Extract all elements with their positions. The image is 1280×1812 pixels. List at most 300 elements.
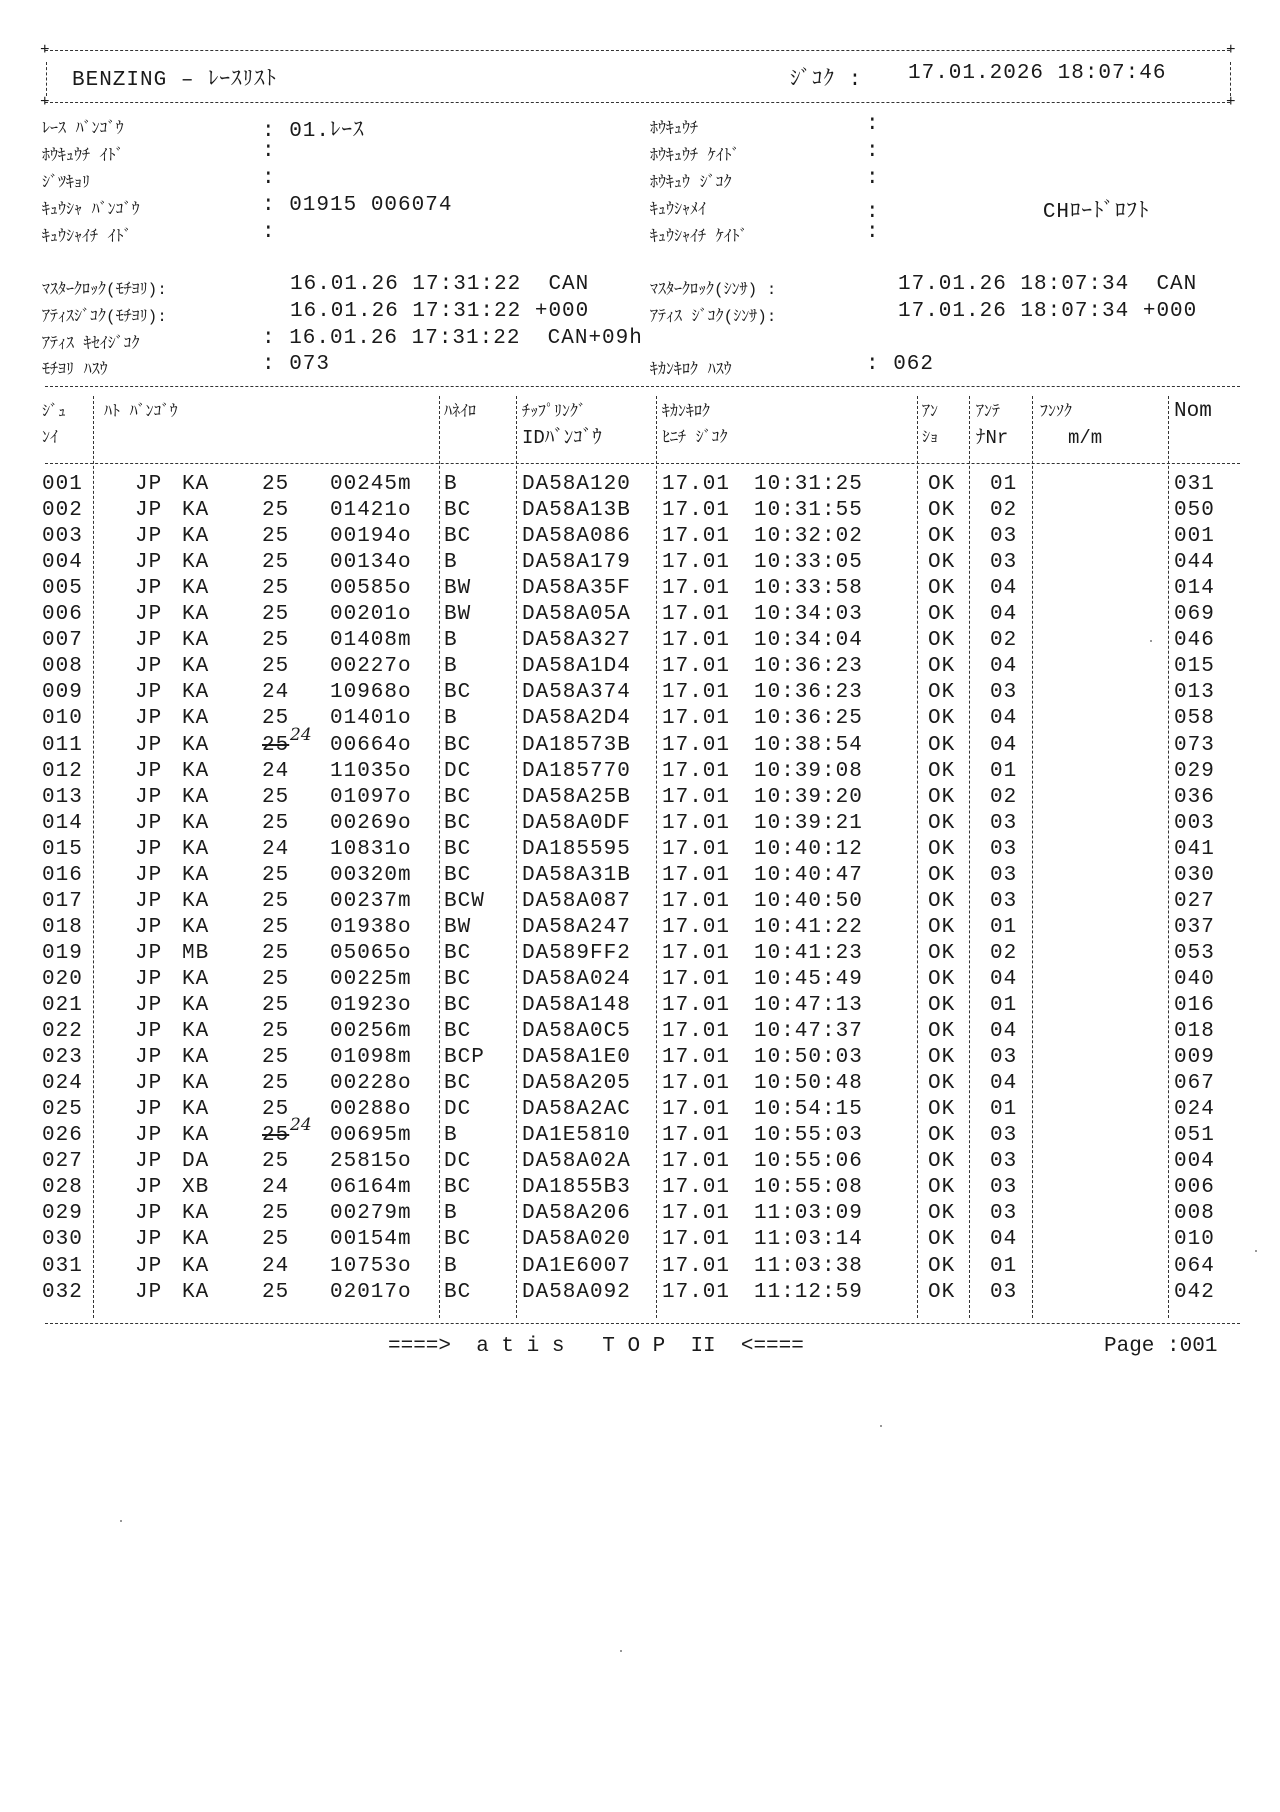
cell-n: 00201o	[330, 603, 412, 627]
cell-id: DA58A120	[522, 473, 631, 496]
cell-ok: OK	[928, 915, 956, 939]
cell-a: 03	[990, 1150, 1018, 1174]
cell-d: 17.01	[662, 915, 731, 939]
cell-no: 015	[42, 837, 83, 861]
print-time-label: ｼﾞｺｸ :	[790, 69, 876, 92]
cell-col: BCP	[444, 1046, 485, 1070]
cell-c: JP	[135, 629, 163, 653]
cell-col: BC	[444, 1072, 472, 1096]
table-row	[0, 889, 1280, 915]
cell-ok: OK	[928, 681, 956, 705]
cell-ok: OK	[928, 1124, 956, 1148]
cell-a: 03	[990, 837, 1018, 861]
cell-n: 02017o	[330, 1280, 412, 1304]
cell-c: JP	[135, 889, 163, 913]
cell-r: KA	[182, 1280, 210, 1304]
cell-d: 17.01	[662, 655, 731, 679]
cell-d: 17.01	[662, 473, 731, 496]
cell-ok: OK	[928, 707, 956, 731]
table-row	[0, 993, 1280, 1019]
table-row	[0, 863, 1280, 889]
cell-t: 10:33:58	[754, 577, 863, 601]
cell-y: 25	[262, 785, 290, 809]
cell-id: DA58A247	[522, 915, 631, 939]
cell-n: 00585o	[330, 577, 412, 601]
cell-t: 10:39:21	[754, 811, 863, 835]
cell-a: 03	[990, 863, 1018, 887]
cell-c: JP	[135, 837, 163, 861]
cell-t: 10:50:48	[754, 1072, 863, 1096]
table-row	[0, 602, 1280, 628]
cell-r: KA	[182, 1020, 210, 1044]
cell-a: 03	[990, 551, 1018, 575]
table-row	[0, 1175, 1280, 1201]
cell-nom: 016	[1174, 994, 1215, 1017]
cell-no: 006	[42, 603, 83, 627]
cell-c: JP	[135, 811, 163, 835]
cell-id: DA58A25B	[522, 785, 631, 809]
cell-y: 25	[262, 473, 290, 496]
page-number: Page :001	[1104, 1335, 1218, 1358]
cell-r: MB	[182, 941, 210, 965]
table-row	[0, 472, 1280, 498]
cell-n: 05065o	[330, 941, 412, 965]
cell-id: DA58A087	[522, 889, 631, 913]
cell-nom: 069	[1174, 603, 1215, 627]
cell-n: 00279m	[330, 1202, 412, 1226]
cell-no: 024	[42, 1072, 83, 1096]
cell-r: KA	[182, 889, 210, 913]
cell-id: DA58A086	[522, 525, 631, 549]
cell-no: 019	[42, 941, 83, 965]
cell-t: 10:55:03	[754, 1124, 863, 1148]
cell-col: B	[444, 1202, 458, 1226]
table-top-border	[45, 386, 1240, 387]
cell-nom: 029	[1174, 759, 1215, 783]
table-row	[0, 941, 1280, 967]
cell-r: KA	[182, 863, 210, 887]
cell-no: 030	[42, 1228, 83, 1252]
cell-r: KA	[182, 837, 210, 861]
cell-no: 021	[42, 994, 83, 1017]
cell-col: BC	[444, 1176, 472, 1200]
race-list-printout: + + + + BENZING – ﾚｰｽﾘｽﾄ ｼﾞｺｸ : 17.01.2026 18:07:46 ﾚｰｽ ﾊﾞﾝｺﾞｳ : 01.ﾚｰｽ ﾎｳｷｭｳﾁ ｲﾄﾞ : ｼﾞﾂｷｮﾘ : ｷｭｳｼｬ ﾊﾞﾝｺﾞｳ : 01915 006074 ｷｭｳｼｬｲﾁ ｲﾄﾞ : ﾎｳｷｭｳﾁ : ﾎｳｷｭｳﾁ ｹｲﾄﾞ : ﾎｳｷｭｳ ｼﾞｺｸ : ｷｭｳｼｬﾒｲ : CHﾛｰﾄﾞﾛﾌﾄ ｷｭｳｼｬｲﾁ ｹｲﾄﾞ : ﾏｽﾀｰｸﾛｯｸ(ﾓﾁﾖﾘ): 16.01.26 17:31:22 CAN ﾏｽﾀｰｸﾛｯｸ(ｼﾝｻ) : 17.01.26 18:07:34 CAN ｱﾃｨｽｼﾞｺｸ(ﾓﾁﾖﾘ): 16.01.26 17:31:22 +000 ｱﾃｨｽ ｼﾞｺｸ(ｼﾝｻ): 17.01.26 18:07:34 +000 ｱﾃｨｽ ｷｾｲｼﾞｺｸ : 16.01.26 17:31:22 CAN+09h ﾓﾁﾖﾘ ﾊｽｳ : 073 ｷｶﾝｷﾛｸ ﾊｽｳ : 062 ｼﾞｭ ﾝｲ ﾊﾄ ﾊﾞﾝｺﾞｳ ﾊﾈｲﾛ ﾁｯﾌﾟﾘﾝｸﾞ IDﾊﾞﾝｺﾞｳ ｷｶﾝｷﾛｸ ﾋﾆﾁ ｼﾞｺｸ ｱﾝ ｼｮ ｱﾝﾃ ﾅNr ﾌﾝｿｸ m/m Nom 001 JP KA 25 00245m B DA58A120 17.01 10:31:25 OK 01 031 002 JP KA 25 01421o BC DA58A13B 17.01 10:31:55 OK 02 050 003 JP KA 25 00194o BC DA58A086 17.01 10:32:02 OK 03 001 004 JP KA 25 00134o B DA58A179 17.01 10:33:05 OK 03 044 005 JP KA 25 00585o BW DA58A35F 17.01 10:33:58 OK 04 014 006 JP KA 25 00201o BW DA58A05A 17.01 10:34:03 OK 04 069 007 JP KA 25 01408m B DA58A327 17.01 10:34:04 OK 02 046 008 JP KA 25 00227o B DA58A1D4 17.01 10:36:23 OK 04 015 009 JP KA 24 10968o BC DA58A374 17.01 10:36:23 OK 03 013 010 JP KA 25 01401o B DA58A2D4 17.01 10:36:25 OK 04 058 011 JP KA 25 00664o BC DA18573B 17.01 10:38:54 OK 04 073 24 012 JP KA 24 11035o DC DA185770 17.01 10:39:08 OK 01 029 013 JP KA 25 01097o BC DA58A25B 17.01 10:39:20 OK 02 036 014 JP KA 25 00269o BC DA58A0DF 17.01 10:39:21 OK 03 003 015 JP KA 24 10831o BC DA185595 17.01 10:40:12 OK 03 041 016 JP KA 25 00320m BC DA58A31B 17.01 10:40:47 OK 03 030 017 JP KA 25 00237m BCW DA58A087 17.01 10:40:50 OK 03 027 018 JP KA 25 01938o BW DA58A247 17.01 10:41:22 OK 01 037 019 JP MB 25 05065o BC DA589FF2 17.01 10:41:23 OK 02 053 020 JP KA 25 00225m BC DA58A024 17.01 10:45:49 OK 04 040 021 JP KA 25 01923o BC DA58A148 17.01 10:47:13 OK 01 016 022 JP KA 25 00256m BC DA58A0C5 17.01 10:47:37 OK 04 018 023 JP KA 25 01098m BCP DA58A1E0 17.01 10:50:03 OK 03 009 024 JP KA 25 00228o BC DA58A205 17.01 10:50:48 OK 04 067 025 JP KA 25 00288o DC DA58A2AC 17.01 10:54:15 OK 01 024 026 JP KA 25 00695m B DA1E5810 17.01 10:55:03 OK 03 051 24 027 JP DA 25 25815o DC DA58A02A 17.01 10:55:06 OK 03 004 028 JP XB 24 06164m BC DA1855B3 17.01 10:55:08 OK 03 006 029 JP KA 25 00279m B DA58A206 17.01 11:03:09 OK 03 008 030 JP KA 25 00154m BC DA58A020 17.01 11:03:14 OK 04 010 031 JP KA 24 10753o B DA1E6007 17.01 11:03:38 OK 01 064 032 JP KA 25 02017o BC DA58A092 17.01 11:12:59 OK 03 042 ====> a t i s T O P II <==== Page :001	[0, 0, 1280, 1812]
cell-a: 04	[990, 1020, 1018, 1044]
cell-d: 17.01	[662, 863, 731, 887]
cell-no: 031	[42, 1254, 83, 1278]
cell-d: 17.01	[662, 577, 731, 601]
table-row	[0, 576, 1280, 602]
cell-r: DA	[182, 1150, 210, 1174]
cell-ok: OK	[928, 733, 956, 757]
cell-col: BW	[444, 577, 472, 601]
cell-nom: 009	[1174, 1046, 1215, 1070]
cell-nom: 014	[1174, 577, 1215, 601]
cell-y: 25	[262, 1072, 290, 1096]
cell-y: 25	[262, 733, 290, 757]
cell-n: 01938o	[330, 915, 412, 939]
cell-nom: 042	[1174, 1280, 1215, 1304]
cell-n: 01421o	[330, 499, 412, 523]
cell-n: 10753o	[330, 1254, 412, 1278]
cell-y: 25	[262, 1020, 290, 1044]
cell-id: DA58A0DF	[522, 811, 631, 835]
cell-y: 25	[262, 915, 290, 939]
cell-t: 10:36:23	[754, 655, 863, 679]
cell-no: 008	[42, 655, 83, 679]
cell-ok: OK	[928, 811, 956, 835]
cell-a: 02	[990, 629, 1018, 653]
cell-a: 04	[990, 707, 1018, 731]
cell-col: B	[444, 551, 458, 575]
cell-a: 04	[990, 1228, 1018, 1252]
cell-y: 24	[262, 1254, 290, 1278]
cell-r: KA	[182, 681, 210, 705]
cell-nom: 067	[1174, 1072, 1215, 1096]
cell-t: 10:38:54	[754, 733, 863, 757]
cell-y: 25	[262, 1228, 290, 1252]
cell-id: DA58A374	[522, 681, 631, 705]
cell-nom: 053	[1174, 941, 1215, 965]
cell-r: KA	[182, 525, 210, 549]
cell-no: 023	[42, 1046, 83, 1070]
cell-nom: 024	[1174, 1098, 1215, 1122]
cell-id: DA58A1E0	[522, 1046, 631, 1070]
cell-no: 029	[42, 1202, 83, 1226]
table-row	[0, 628, 1280, 654]
cell-col: BC	[444, 1280, 472, 1304]
cell-y: 25	[262, 577, 290, 601]
table-row	[0, 724, 1280, 759]
cell-c: JP	[135, 1046, 163, 1070]
report-title: BENZING – ﾚｰｽﾘｽﾄ	[72, 69, 278, 92]
cell-c: JP	[135, 577, 163, 601]
cell-d: 17.01	[662, 1020, 731, 1044]
cell-nom: 064	[1174, 1254, 1215, 1278]
cell-col: BC	[444, 733, 472, 757]
cell-ok: OK	[928, 1202, 956, 1226]
cell-a: 03	[990, 1176, 1018, 1200]
cell-d: 17.01	[662, 603, 731, 627]
scan-speck	[620, 1650, 622, 1652]
cell-no: 013	[42, 785, 83, 809]
cell-a: 03	[990, 1046, 1018, 1070]
cell-ok: OK	[928, 889, 956, 913]
cell-d: 17.01	[662, 1150, 731, 1174]
cell-y: 25	[262, 499, 290, 523]
cell-no: 014	[42, 811, 83, 835]
cell-y: 25	[262, 994, 290, 1017]
cell-n: 01097o	[330, 785, 412, 809]
cell-r: KA	[182, 1202, 210, 1226]
cell-ok: OK	[928, 655, 956, 679]
cell-y: 25	[262, 1202, 290, 1226]
cell-t: 10:40:47	[754, 863, 863, 887]
cell-no: 018	[42, 915, 83, 939]
cell-a: 03	[990, 889, 1018, 913]
cell-r: KA	[182, 759, 210, 783]
cell-nom: 046	[1174, 629, 1215, 653]
cell-no: 009	[42, 681, 83, 705]
cell-nom: 040	[1174, 967, 1215, 991]
cell-c: JP	[135, 1020, 163, 1044]
cell-y: 24	[262, 759, 290, 783]
cell-t: 10:41:23	[754, 941, 863, 965]
cell-c: JP	[135, 473, 163, 496]
cell-y: 24	[262, 1176, 290, 1200]
cell-d: 17.01	[662, 499, 731, 523]
cell-t: 10:31:55	[754, 499, 863, 523]
cell-d: 17.01	[662, 1046, 731, 1070]
table-row	[0, 550, 1280, 576]
cell-nom: 006	[1174, 1176, 1215, 1200]
cell-y: 24	[262, 681, 290, 705]
cell-a: 02	[990, 785, 1018, 809]
table-row	[0, 837, 1280, 863]
cell-d: 17.01	[662, 681, 731, 705]
cell-col: B	[444, 707, 458, 731]
cell-c: JP	[135, 499, 163, 523]
cell-col: BC	[444, 994, 472, 1017]
cell-d: 17.01	[662, 941, 731, 965]
table-row	[0, 1254, 1280, 1280]
cell-y: 25	[262, 629, 290, 653]
cell-id: DA18573B	[522, 733, 631, 757]
cell-d: 17.01	[662, 967, 731, 991]
cell-t: 10:54:15	[754, 1098, 863, 1122]
cell-ok: OK	[928, 1254, 956, 1278]
cell-d: 17.01	[662, 1254, 731, 1278]
cell-c: JP	[135, 994, 163, 1017]
cell-nom: 003	[1174, 811, 1215, 835]
cell-a: 04	[990, 655, 1018, 679]
table-row	[0, 498, 1280, 524]
cell-n: 11035o	[330, 759, 412, 783]
cell-no: 010	[42, 707, 83, 731]
cell-t: 10:40:12	[754, 837, 863, 861]
cell-d: 17.01	[662, 759, 731, 783]
cell-t: 10:32:02	[754, 525, 863, 549]
cell-no: 004	[42, 551, 83, 575]
cell-t: 10:50:03	[754, 1046, 863, 1070]
cell-nom: 018	[1174, 1020, 1215, 1044]
cell-ok: OK	[928, 1280, 956, 1304]
cell-c: JP	[135, 525, 163, 549]
cell-r: KA	[182, 655, 210, 679]
table-row	[0, 1201, 1280, 1227]
cell-n: 01408m	[330, 629, 412, 653]
cell-d: 17.01	[662, 551, 731, 575]
cell-y: 25	[262, 863, 290, 887]
cell-y: 24	[262, 837, 290, 861]
table-row	[0, 706, 1280, 732]
cell-t: 10:33:05	[754, 551, 863, 575]
cell-ok: OK	[928, 629, 956, 653]
cell-n: 00288o	[330, 1098, 412, 1122]
cell-r: KA	[182, 733, 210, 757]
cell-c: JP	[135, 603, 163, 627]
cell-d: 17.01	[662, 1202, 731, 1226]
cell-col: BC	[444, 525, 472, 549]
cell-ok: OK	[928, 1020, 956, 1044]
cell-col: B	[444, 629, 458, 653]
handwritten-correction: 24	[290, 724, 312, 745]
cell-id: DA58A020	[522, 1228, 631, 1252]
cell-t: 10:41:22	[754, 915, 863, 939]
cell-a: 03	[990, 811, 1018, 835]
cell-y: 25	[262, 1150, 290, 1174]
cell-y: 25	[262, 707, 290, 731]
cell-no: 028	[42, 1176, 83, 1200]
title-box-top-border	[45, 50, 1230, 51]
cell-id: DA58A024	[522, 967, 631, 991]
cell-id: DA58A327	[522, 629, 631, 653]
cell-t: 10:39:08	[754, 759, 863, 783]
cell-col: DC	[444, 1098, 472, 1122]
cell-r: KA	[182, 785, 210, 809]
cell-n: 00245m	[330, 473, 412, 496]
cell-no: 005	[42, 577, 83, 601]
cell-ok: OK	[928, 785, 956, 809]
cell-t: 11:12:59	[754, 1280, 863, 1304]
title-box-bottom-border	[45, 102, 1230, 103]
cell-d: 17.01	[662, 1098, 731, 1122]
cell-id: DA58A2AC	[522, 1098, 631, 1122]
cell-t: 10:39:20	[754, 785, 863, 809]
cell-col: BC	[444, 1228, 472, 1252]
cell-no: 002	[42, 499, 83, 523]
cell-nom: 001	[1174, 525, 1215, 549]
table-row	[0, 1280, 1280, 1306]
cell-a: 01	[990, 473, 1018, 496]
scan-speck	[880, 1425, 882, 1427]
cell-y: 25	[262, 551, 290, 575]
table-row	[0, 680, 1280, 706]
cell-a: 04	[990, 1072, 1018, 1096]
cell-col: B	[444, 1124, 458, 1148]
cell-d: 17.01	[662, 889, 731, 913]
cell-r: KA	[182, 967, 210, 991]
cell-id: DA1E6007	[522, 1254, 631, 1278]
cell-t: 10:45:49	[754, 967, 863, 991]
cell-n: 00695m	[330, 1124, 412, 1148]
cell-nom: 031	[1174, 473, 1215, 496]
cell-ok: OK	[928, 499, 956, 523]
cell-col: B	[444, 655, 458, 679]
cell-t: 10:55:08	[754, 1176, 863, 1200]
table-row	[0, 1045, 1280, 1071]
cell-t: 10:55:06	[754, 1150, 863, 1174]
cell-y: 25	[262, 941, 290, 965]
cell-y: 25	[262, 1098, 290, 1122]
cell-r: KA	[182, 1098, 210, 1122]
cell-c: JP	[135, 681, 163, 705]
handwritten-correction: 24	[290, 1115, 312, 1136]
cell-nom: 051	[1174, 1124, 1215, 1148]
cell-nom: 004	[1174, 1150, 1215, 1174]
cell-col: DC	[444, 1150, 472, 1174]
cell-nom: 036	[1174, 785, 1215, 809]
table-row	[0, 785, 1280, 811]
cell-c: JP	[135, 1228, 163, 1252]
cell-no: 022	[42, 1020, 83, 1044]
cell-ok: OK	[928, 1098, 956, 1122]
cell-n: 10831o	[330, 837, 412, 861]
cell-no: 025	[42, 1098, 83, 1122]
cell-nom: 044	[1174, 551, 1215, 575]
cell-id: DA58A205	[522, 1072, 631, 1096]
cell-t: 11:03:14	[754, 1228, 863, 1252]
cell-d: 17.01	[662, 837, 731, 861]
footer-atis-banner: ====> a t i s T O P II <====	[388, 1335, 804, 1358]
cell-y: 25	[262, 603, 290, 627]
cell-n: 00154m	[330, 1228, 412, 1252]
cell-col: BC	[444, 785, 472, 809]
cell-col: BC	[444, 863, 472, 887]
cell-c: JP	[135, 1150, 163, 1174]
table-row	[0, 811, 1280, 837]
cell-col: BCW	[444, 889, 485, 913]
cell-d: 17.01	[662, 1280, 731, 1304]
cell-c: JP	[135, 1176, 163, 1200]
cell-no: 012	[42, 759, 83, 783]
cell-c: JP	[135, 1254, 163, 1278]
cell-id: DA185595	[522, 837, 631, 861]
cell-nom: 041	[1174, 837, 1215, 861]
cell-c: JP	[135, 707, 163, 731]
cell-d: 17.01	[662, 1176, 731, 1200]
cell-t: 11:03:09	[754, 1202, 863, 1226]
cell-no: 032	[42, 1280, 83, 1304]
table-row	[0, 967, 1280, 993]
cell-n: 25815o	[330, 1150, 412, 1174]
cell-ok: OK	[928, 551, 956, 575]
cell-r: KA	[182, 811, 210, 835]
cell-a: 03	[990, 1124, 1018, 1148]
cell-nom: 030	[1174, 863, 1215, 887]
cell-c: JP	[135, 967, 163, 991]
cell-nom: 050	[1174, 499, 1215, 523]
cell-a: 03	[990, 681, 1018, 705]
table-row	[0, 1071, 1280, 1097]
cell-no: 026	[42, 1124, 83, 1148]
cell-c: JP	[135, 1124, 163, 1148]
cell-r: KA	[182, 1254, 210, 1278]
cell-ok: OK	[928, 994, 956, 1017]
cell-no: 020	[42, 967, 83, 991]
cell-d: 17.01	[662, 707, 731, 731]
cell-d: 17.01	[662, 994, 731, 1017]
cell-y: 25	[262, 655, 290, 679]
cell-ok: OK	[928, 473, 956, 496]
cell-id: DA58A1D4	[522, 655, 631, 679]
cell-nom: 008	[1174, 1202, 1215, 1226]
cell-d: 17.01	[662, 525, 731, 549]
cell-col: B	[444, 473, 458, 496]
cell-r: KA	[182, 629, 210, 653]
cell-id: DA589FF2	[522, 941, 631, 965]
cell-r: KA	[182, 473, 210, 496]
cell-y: 25	[262, 889, 290, 913]
cell-ok: OK	[928, 967, 956, 991]
cell-nom: 073	[1174, 733, 1215, 757]
cell-nom: 013	[1174, 681, 1215, 705]
cell-id: DA58A148	[522, 994, 631, 1017]
cell-nom: 058	[1174, 707, 1215, 731]
cell-id: DA58A31B	[522, 863, 631, 887]
cell-no: 011	[42, 733, 83, 757]
cell-id: DA58A2D4	[522, 707, 631, 731]
